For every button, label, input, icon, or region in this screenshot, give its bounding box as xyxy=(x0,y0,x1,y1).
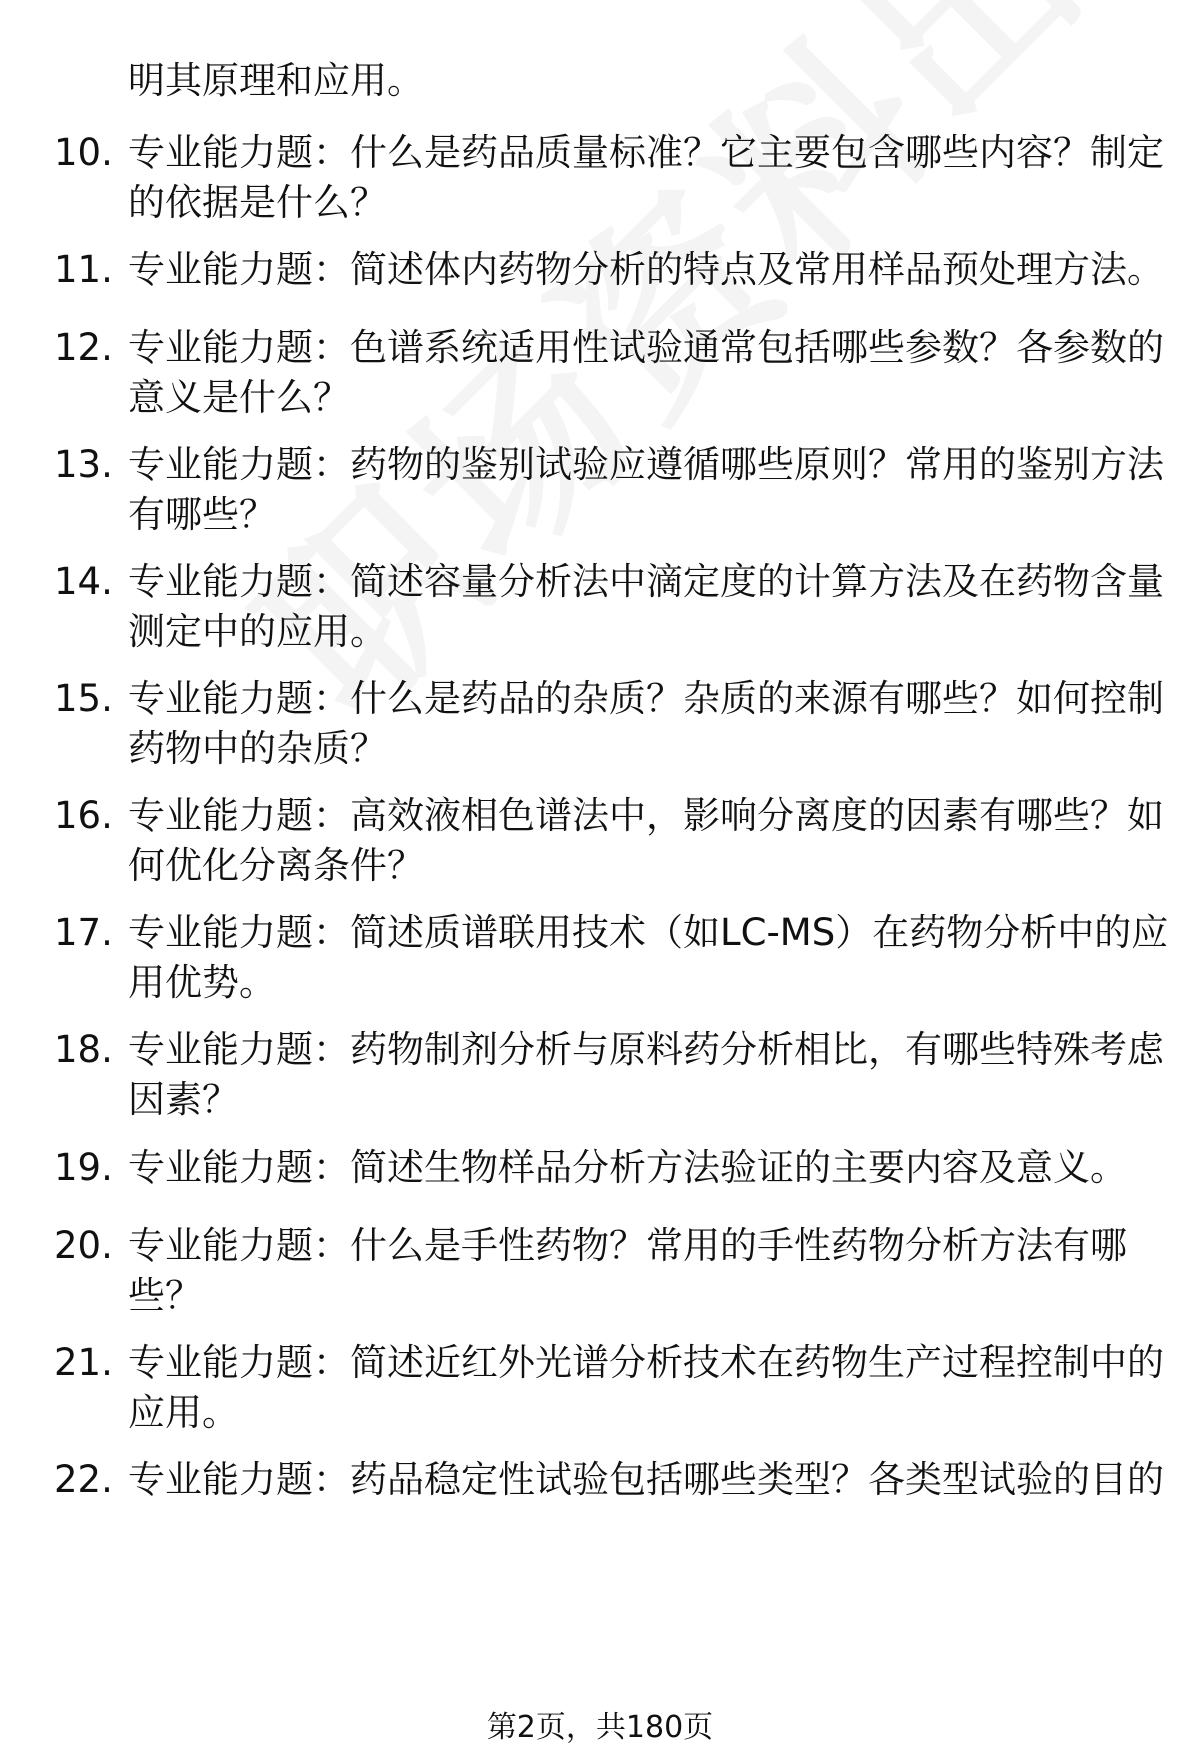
question-text xyxy=(128,1338,1164,1438)
question-number: 22. xyxy=(54,1458,113,1501)
question-text xyxy=(128,674,1164,774)
question-number: 10. xyxy=(54,131,113,174)
question-text xyxy=(128,128,1164,228)
question-text xyxy=(128,557,1164,657)
question-number: 13. xyxy=(54,443,113,486)
question-line: 的依据是什么？ xyxy=(128,181,387,224)
question-number: 11. xyxy=(54,248,113,291)
question-line: 因素？ xyxy=(128,1078,239,1121)
continuation-text: 明其原理和应用。 xyxy=(128,59,424,102)
question-text xyxy=(128,908,1169,1008)
question-line: 用优势。 xyxy=(128,961,276,1004)
question-line: 测定中的应用。 xyxy=(128,610,387,653)
question-text xyxy=(128,245,1164,295)
question-line: 专业能力题：简述近红外光谱分析技术在药物生产过程控制中的 xyxy=(128,1341,1164,1384)
question-line: 药物中的杂质？ xyxy=(128,727,387,770)
question-text xyxy=(128,1221,1138,1321)
question-number: 17. xyxy=(54,911,113,954)
question-number: 14. xyxy=(54,560,113,603)
question-line: 专业能力题：简述质谱联用技术（如LC-MS）在药物分析中的应 xyxy=(128,911,1169,954)
question-line: 专业能力题：药物的鉴别试验应遵循哪些原则？常用的鉴别方法 xyxy=(128,443,1164,486)
question-line: 些？ xyxy=(128,1274,202,1317)
question-number: 18. xyxy=(54,1028,113,1071)
question-line: 专业能力题：高效液相色谱法中，影响分离度的因素有哪些？如 xyxy=(128,794,1164,837)
question-text xyxy=(128,323,1164,423)
question-line: 专业能力题：什么是手性药物？常用的手性药物分析方法有哪 xyxy=(128,1224,1127,1267)
question-text xyxy=(128,1455,1164,1505)
question-text xyxy=(128,1025,1164,1125)
question-line: 有哪些？ xyxy=(128,493,276,536)
question-line: 应用。 xyxy=(128,1391,239,1434)
question-line: 专业能力题：简述容量分析法中滴定度的计算方法及在药物含量 xyxy=(128,560,1164,603)
question-line: 专业能力题：色谱系统适用性试验通常包括哪些参数？各参数的 xyxy=(128,326,1164,369)
question-number: 16. xyxy=(54,794,113,837)
question-line: 何优化分离条件？ xyxy=(128,844,424,887)
question-number: 19. xyxy=(54,1146,113,1189)
page-footer: 第2页，共180页 xyxy=(486,1710,714,1745)
question-line: 专业能力题：简述体内药物分析的特点及常用样品预处理方法。 xyxy=(128,248,1164,291)
question-number: 15. xyxy=(54,677,113,720)
question-line: 专业能力题：简述生物样品分析方法验证的主要内容及意义。 xyxy=(128,1146,1127,1189)
question-number: 20. xyxy=(54,1224,113,1267)
question-line: 专业能力题：药品稳定性试验包括哪些类型？各类型试验的目的 xyxy=(128,1458,1164,1501)
question-line: 专业能力题：什么是药品质量标准？它主要包含哪些内容？制定 xyxy=(128,131,1164,174)
question-text xyxy=(128,440,1164,540)
question-line: 专业能力题：药物制剂分析与原料药分析相比，有哪些特殊考虑 xyxy=(128,1028,1164,1071)
question-text xyxy=(128,791,1164,891)
question-text xyxy=(128,1143,1138,1193)
question-number: 21. xyxy=(54,1341,113,1384)
question-line: 专业能力题：什么是药品的杂质？杂质的来源有哪些？如何控制 xyxy=(128,677,1164,720)
question-line: 意义是什么？ xyxy=(128,376,350,419)
question-number: 12. xyxy=(54,326,113,369)
